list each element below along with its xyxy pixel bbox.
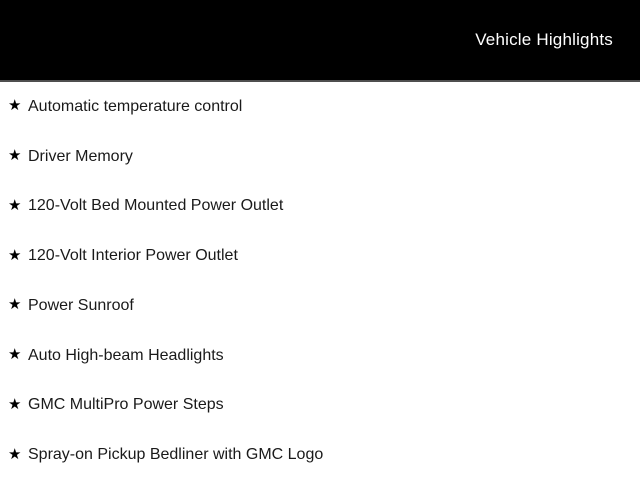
list-item: [0, 182, 640, 232]
list-item: [0, 231, 640, 281]
page-title: Vehicle Highlights: [475, 30, 613, 49]
list-item-label: Power Sunroof: [28, 296, 134, 314]
vehicle-highlights-header: [0, 0, 640, 82]
list-item: [0, 430, 640, 480]
star-icon: ★: [8, 196, 22, 214]
list-item: [0, 82, 640, 132]
star-icon: ★: [8, 246, 22, 264]
list-item: [0, 331, 640, 381]
star-icon: ★: [8, 296, 22, 314]
star-icon: ★: [8, 97, 22, 115]
star-icon: ★: [8, 395, 22, 413]
list-item-label: 120-Volt Bed Mounted Power Outlet: [28, 197, 284, 215]
star-icon: ★: [8, 147, 22, 165]
list-item: [0, 381, 640, 431]
star-icon: ★: [8, 346, 22, 364]
list-item-label: 120-Volt Interior Power Outlet: [28, 247, 238, 265]
list-item-label: Automatic temperature control: [28, 97, 243, 115]
list-item-label: GMC MultiPro Power Steps: [28, 396, 224, 414]
vehicle-highlights-list: [0, 82, 640, 480]
list-item-label: Driver Memory: [28, 147, 133, 165]
star-icon: ★: [8, 445, 22, 463]
list-item: [0, 132, 640, 182]
list-item-label: Auto High-beam Headlights: [28, 346, 224, 364]
list-item-label: Spray-on Pickup Bedliner with GMC Logo: [28, 446, 324, 464]
list-item: [0, 281, 640, 331]
